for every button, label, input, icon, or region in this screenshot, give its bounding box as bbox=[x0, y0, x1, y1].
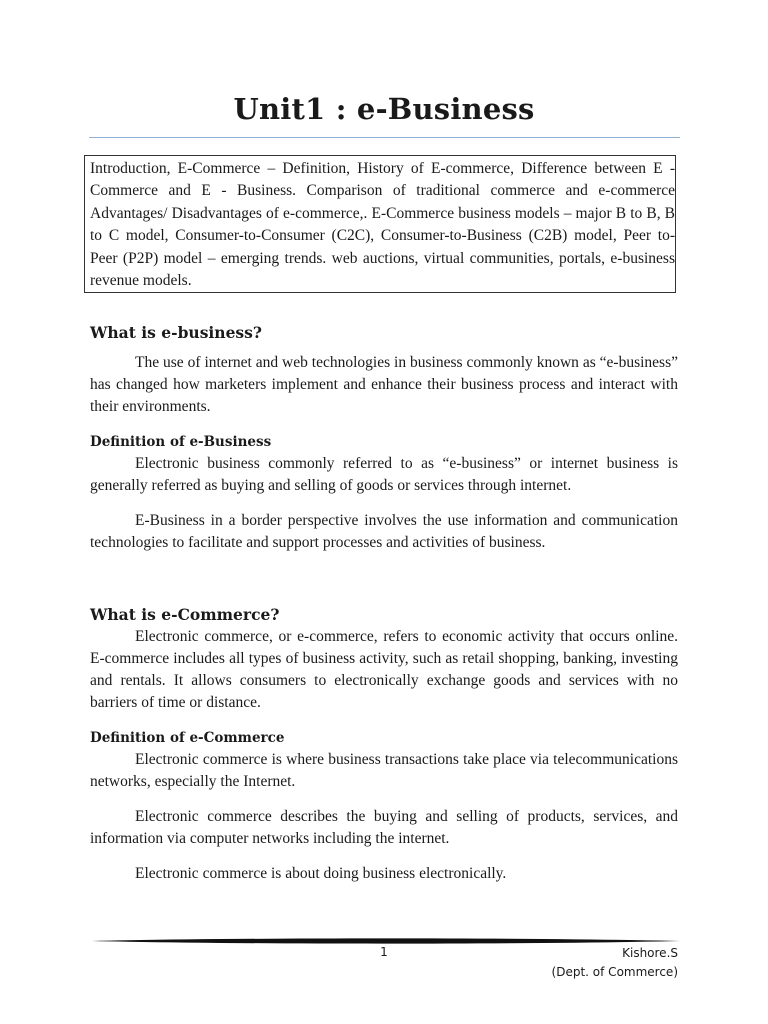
ebusiness-heading: What is e-business? bbox=[90, 323, 262, 342]
ecommerce-definition-heading: Definition of e-Commerce bbox=[90, 730, 285, 746]
ecommerce-intro: Electronic commerce, or e-commerce, refers to economic activity that occurs online. E-commerce includes all types of business activity, such as retail shopping, banking, investing and rentals. It allows consumers to electronically exchange goods and services with no barriers of time or distance. bbox=[90, 628, 678, 711]
ebusiness-definition-1: Electronic business commonly referred to as “e-business” or internet business is generally referred as buying and selling of goods or services through internet. bbox=[90, 455, 678, 494]
title-underline bbox=[89, 137, 680, 138]
ebusiness-section bbox=[90, 322, 678, 554]
ebusiness-definition-heading: Definition of e-Business bbox=[90, 434, 272, 450]
author-department: (Dept. of Commerce) bbox=[551, 965, 678, 979]
ebusiness-intro: The use of internet and web technologies in business commonly known as “e-business” has changed how marketers implement and enhance their business process and interact with their environments. bbox=[90, 354, 678, 415]
ecommerce-definition-3: Electronic commerce is about doing business electronically. bbox=[135, 865, 507, 882]
ebusiness-definition-2: E-Business in a border perspective involves the use information and communication technologies to facilitate and support processes and activities of business. bbox=[90, 512, 678, 551]
ecommerce-heading: What is e-Commerce? bbox=[90, 605, 280, 624]
ecommerce-definition-1: Electronic commerce is where business transactions take place via telecommunications networks, especially the Internet. bbox=[90, 751, 678, 790]
author-name: Kishore.S bbox=[622, 946, 678, 960]
page-title: Unit1 : e-Business bbox=[233, 92, 535, 126]
ecommerce-definition-2: Electronic commerce describes the buying and selling of products, services, and information via computer networks including the internet. bbox=[90, 808, 678, 847]
syllabus-box: Introduction, E-Commerce – Definition, History of E-commerce, Difference between E - Commerce and E - Business. Comparison of traditional commerce and e-commerce Advantages/ Disadvantages of e-commerce,. E-Commerce business models – major B to B, B to C model, Consumer-to-Consumer (C2C), Consumer-to-Business (C2B) model, Peer to-Peer (P2P) model – emerging trends. web auctions, virtual communities, portals, e-business revenue models. bbox=[84, 155, 676, 293]
ecommerce-section bbox=[90, 604, 678, 885]
page-number: 1 bbox=[380, 945, 388, 959]
footer-author-block bbox=[552, 944, 678, 982]
